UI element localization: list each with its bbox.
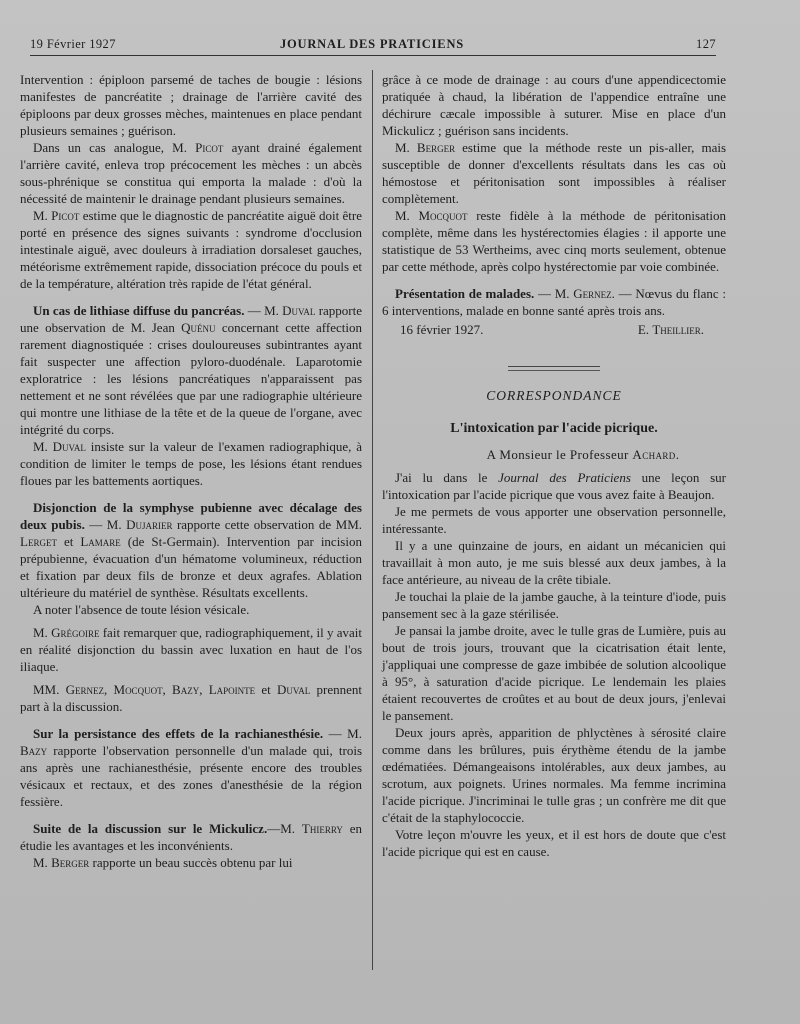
- header-date: 19 Février 1927: [30, 37, 116, 51]
- page-number: 127: [696, 37, 716, 51]
- left-column: [20, 71, 362, 871]
- article-title: L'intoxication par l'acide picrique.: [450, 421, 658, 436]
- page-header: [30, 34, 714, 54]
- header-rule: [30, 55, 716, 56]
- paragraph: Dans un cas analogue, M. Picot ayant drainé également l'arrière cavité, enleva trop précocement les mèches : un abcès sous-phrénique se constitua qui emporta la malade : d'où la nécessité de maintenir le drainage pendant plusieurs semaines.: [20, 140, 362, 206]
- journal-title: JOURNAL DES PRATICIENS: [279, 37, 465, 51]
- paragraph: M. Berger rapporte un beau succès obtenu par lui: [33, 855, 293, 870]
- paragraph: Je pansai la jambe droite, avec le tulle gras de Lumière, puis au bout de trois jours, trouvant que la cicatrisation était lente, j'appliquai une compresse de gaze imbibée de solution alcoolique à 95°, à saturation d'acide picrique. Le lendemain les plaies étaient recouvertes de croûtes et au bout de deux jours, j'enlevai le pansement.: [382, 623, 726, 723]
- paragraph: M. Berger estime que la méthode reste un pis-aller, mais susceptible de donner d'excellents résultats dans les cas où hémostose et péritonisation sont impossibles à réaliser complètement.: [382, 140, 727, 206]
- section-title: Suite de la discussion sur le Mickulicz.: [33, 821, 268, 836]
- paragraph: M. Grégoire fait remarquer que, radiographiquement, il y avait en réalité disjonction du bassin avec luxation en haut de l'os iliaque.: [20, 625, 362, 674]
- paragraph: J'ai lu dans le Journal des Praticiens une leçon sur l'intoxication par l'acide picrique que vous avez faite à Beaujon.: [382, 470, 726, 502]
- signature-line: [382, 321, 726, 338]
- right-column: [382, 71, 726, 860]
- letter-address: A Monsieur le Professeur Achard.: [486, 447, 680, 462]
- paragraph: MM. Gernez, Mocquot, Bazy, Lapointe et Duval prennent part à la discussion.: [20, 682, 363, 714]
- section-title: Sur la persistance des effets de la rachianesthésie.: [33, 726, 324, 741]
- paragraph: Je me permets de vous apporter une observation personnelle, intéressante.: [382, 504, 726, 536]
- report-date: 16 février 1927.: [400, 322, 484, 337]
- section-lithiase: Un cas de lithiase diffuse du pancréas. — M. Duval rapporte une observation de M. Jean Quénu concernant cette affection rarement diagnostiquée : crises douloureuses subintrantes ayant fait suspecter une affection pyloro-duodénale. Laparotomie exploratrice : les lésions pancréatiques n'apparaissent pas nettement et ne sont révélées que par une radiographie ultérieure qui montre une lithiase de la tête et de la queue de l'organe, avec intégrité du corps.: [20, 303, 363, 437]
- signature: E. Theillier.: [637, 322, 704, 337]
- paragraph: A noter l'absence de toute lésion vésicale.: [33, 602, 250, 617]
- section-presentation: Présentation de malades. — M. Gernez. — Nœvus du flanc : 6 interventions, malade en bonne santé après trois ans.: [382, 286, 727, 318]
- paragraph: grâce à ce mode de drainage : au cours d'une appendicectomie pratiquée à chaud, la libération de l'appendice entraîne une déchirure cæcale impossible à suturer. Mise en place d'un Mickulicz ; guérison sans incidents.: [382, 72, 726, 138]
- paragraph: M. Mocquot reste fidèle à la méthode de péritonisation complète, même dans les hystérectomies élagies : il apporte une statistique de 53 Wertheims, avec cinq morts seulement, obtenue par cette méthode, après colpo hystérectomie par voie combinée.: [382, 208, 727, 274]
- section-title: Un cas de lithiase diffuse du pancréas.: [33, 303, 245, 318]
- section-disjonction: Disjonction de la symphyse pubienne avec décalage des deux pubis. — M. Dujarier rapporte cette observation de MM. Lerget et Lamare (de St-Germain). Intervention par incision prépubienne, évacuation d'un hématome volumineux, réduction et fixation par deux fils de bronze et deux agrafes. Ablation ultérieure du matériel de synthèse. Résultats excellents.: [20, 500, 362, 600]
- correspondance-heading: CORRESPONDANCE: [486, 388, 622, 403]
- section-title: Disjonction de la symphyse pubienne avec décalage des deux pubis.: [20, 500, 362, 532]
- section-rachianesthesie: Sur la persistance des effets de la rachianesthésie. — M. Bazy rapporte l'observation personnelle d'un malade qui, trois ans après une rachianesthésie, présente encore des troubles vésicaux et rectaux, et des zones d'anesthésie de la région fessière.: [20, 726, 362, 809]
- separator-ornament: [508, 366, 600, 367]
- paragraph: Intervention : épiploon parsemé de taches de bougie : lésions manifestes de pancréatite ; drainage de l'arrière cavité des épiploons par deux grosses mèches, maintenues en place pendant plusieurs semaines ; guérison.: [20, 72, 362, 138]
- paragraph: Il y a une quinzaine de jours, en aidant un mécanicien qui travaillait à mon auto, je me suis blessé aux deux jambes, à la face antérieure, au niveau de la crête tibiale.: [382, 538, 726, 587]
- paragraph: M. Duval insiste sur la valeur de l'examen radiographique, à condition de limiter le temps de pose, les lésions étant rendues floues par les battements aortiques.: [20, 439, 362, 488]
- section-mickulicz: Suite de la discussion sur le Mickulicz.—M. Thierry en étudie les avantages et les inconvénients.: [20, 821, 362, 853]
- paragraph: Je touchai la plaie de la jambe gauche, à la teinture d'iode, puis pansement sec à la gaze stérilisée.: [382, 589, 726, 621]
- paragraph: Deux jours après, apparition de phlyctènes à sérosité claire comme dans les brûlures, puis érythème étendu de la jambe œdématiées. Démangeaisons intolérables, aux deux jambes, au scrotum, aux poignets. Urines normales. Ma femme incrimina l'acide picrique. J'incriminai le tulle gras ; un confrère me dit que c'était de la staphylococcie.: [382, 725, 726, 825]
- paragraph: Votre leçon m'ouvre les yeux, et il est hors de doute que c'est l'acide picrique qui est en cause.: [382, 827, 726, 859]
- paragraph: M. Picot estime que le diagnostic de pancréatite aiguë doit être porté en présence des signes suivants : syndrome d'occlusion intestinale aiguë, avec douleurs à irradiation dorsaleset gauches, météorisme extrêmement rapide, dissociation précoce du pouls et de la température, altération très rapide de l'état général.: [20, 208, 362, 291]
- column-divider: [372, 70, 373, 970]
- section-title: Présentation de malades.: [395, 286, 535, 301]
